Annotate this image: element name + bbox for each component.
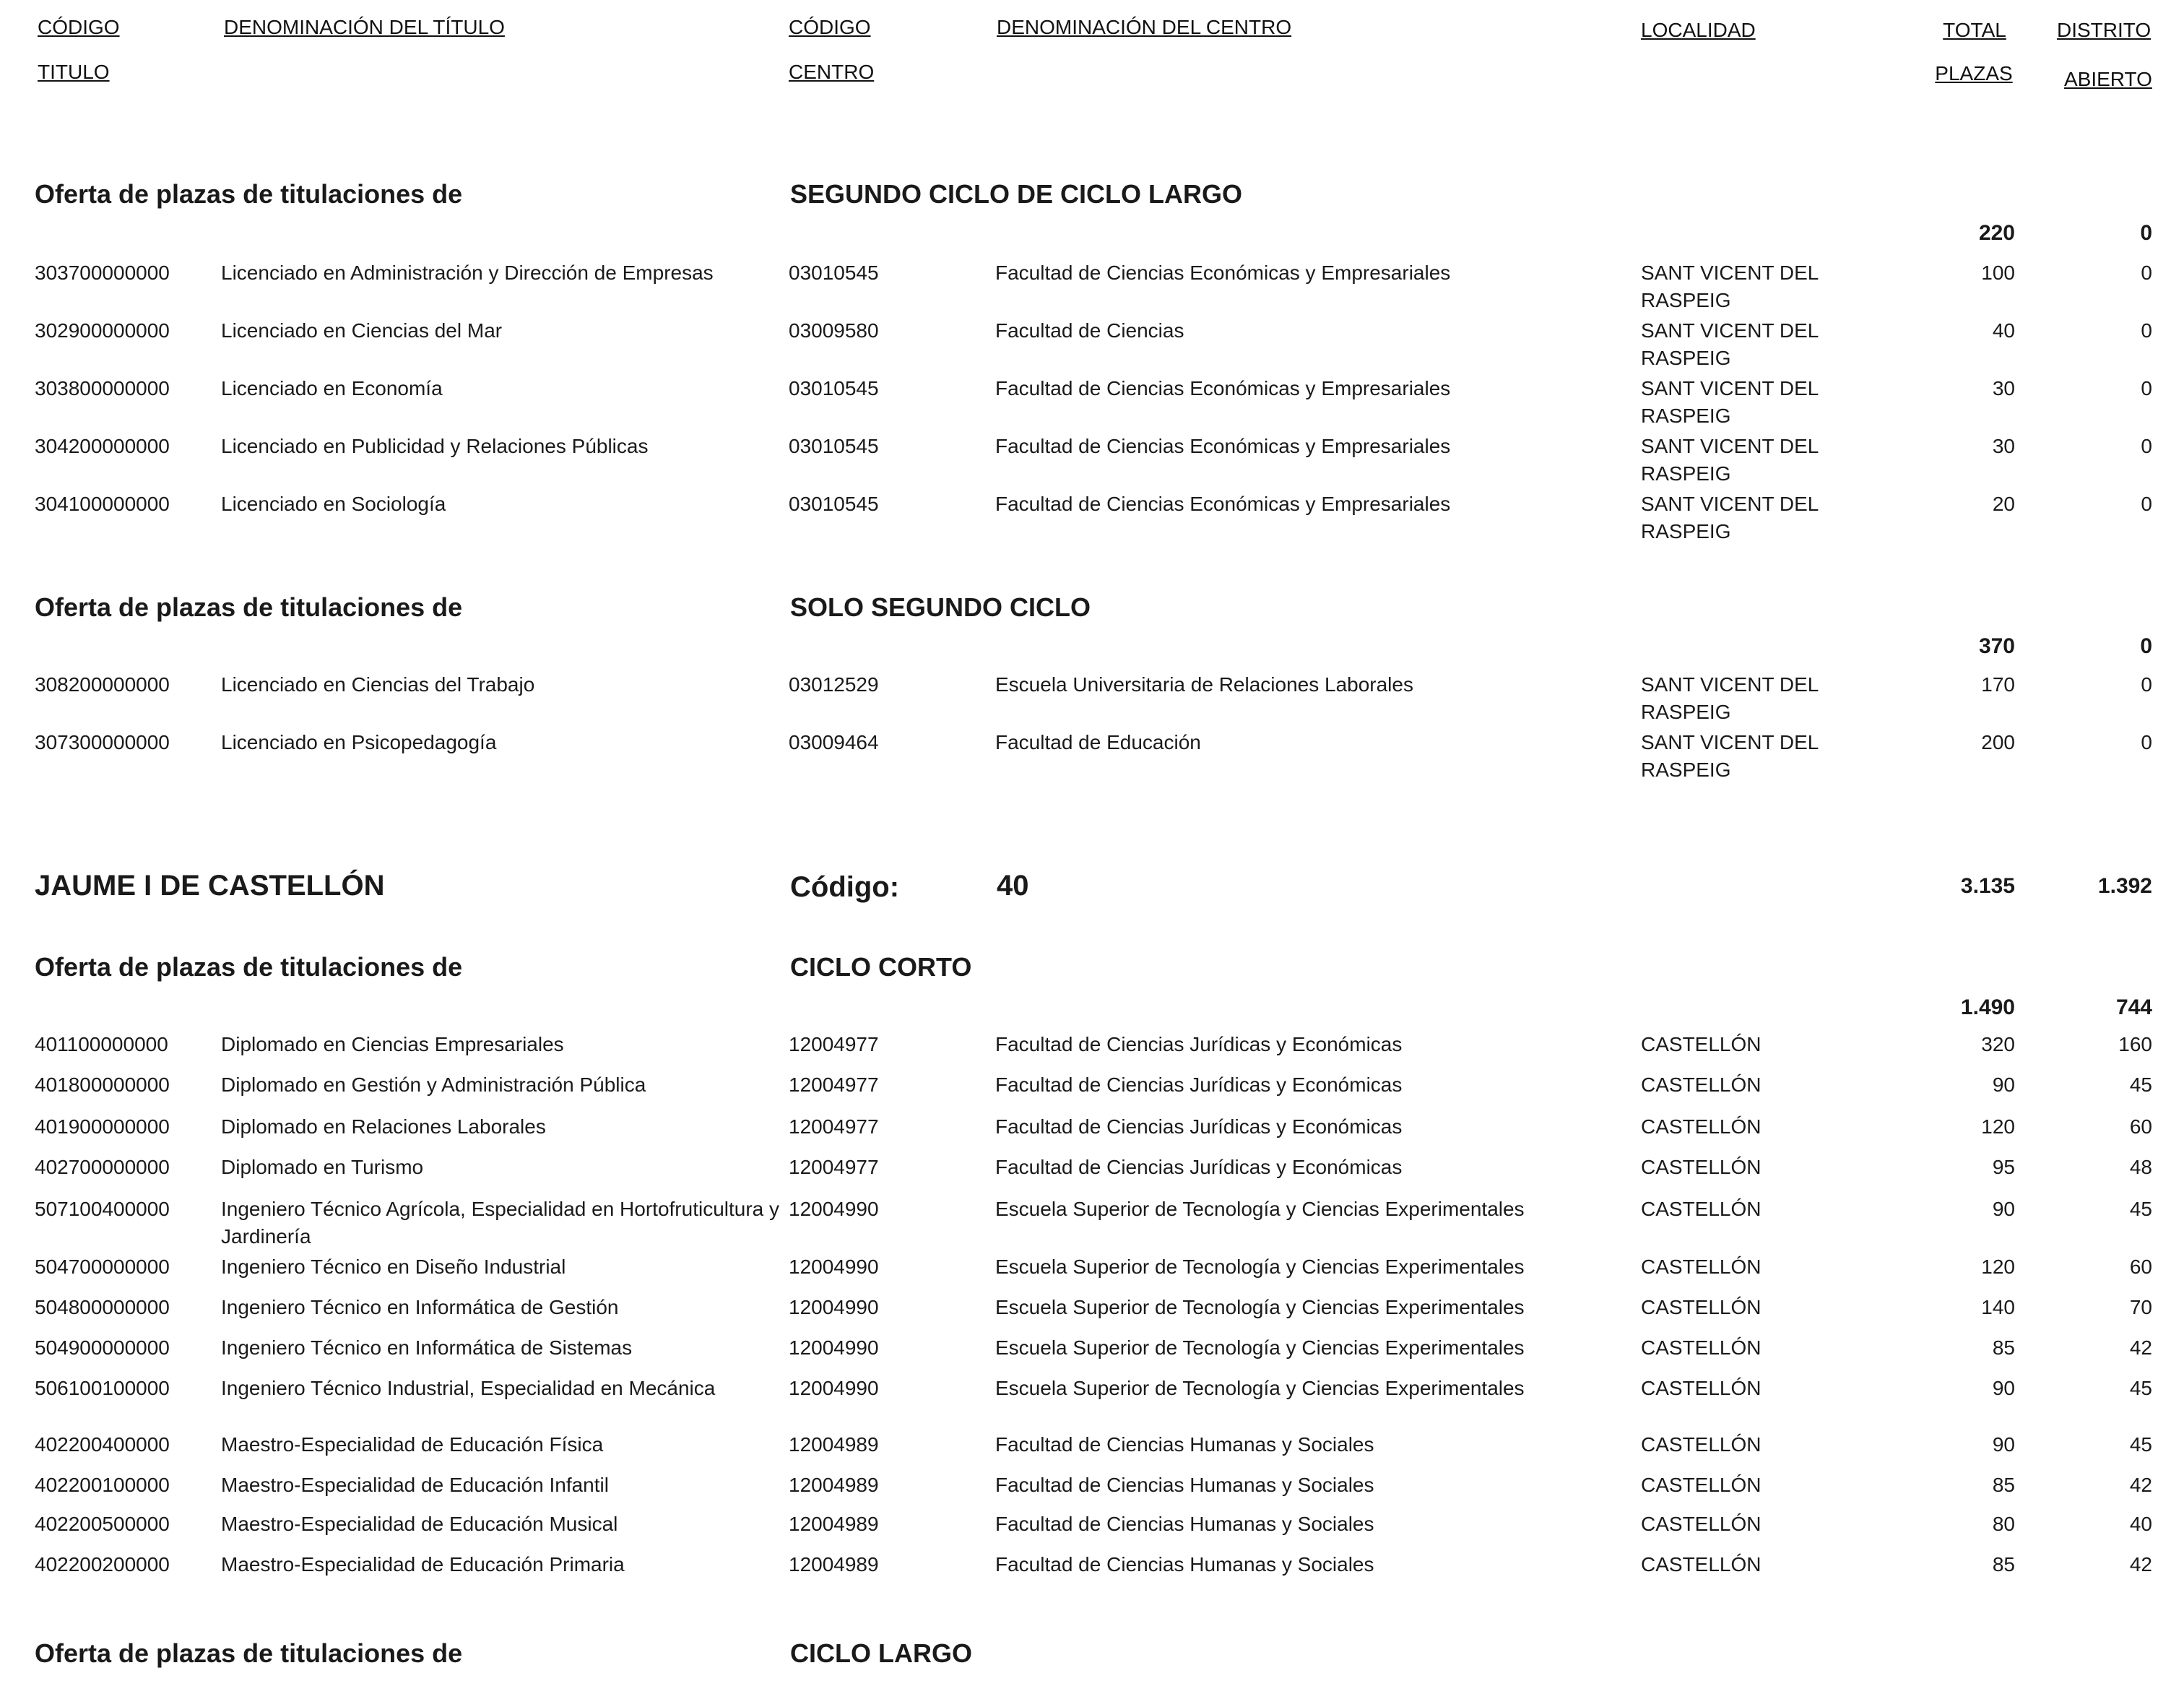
title-code: 401800000000 [35, 1073, 170, 1096]
locality-cont: RASPEIG [1641, 520, 1731, 543]
section-label: Oferta de plazas de titulaciones de [35, 592, 463, 622]
university-code: 40 [997, 870, 1029, 902]
locality: CASTELLÓN [1641, 1115, 1762, 1138]
distrito-abierto: 0 [2141, 673, 2152, 696]
center-code: 12004977 [789, 1156, 879, 1178]
center-code: 03009580 [789, 319, 879, 342]
section-type: SEGUNDO CICLO DE CICLO LARGO [790, 179, 1243, 209]
section-label: Oferta de plazas de titulaciones de [35, 179, 463, 209]
locality: SANT VICENT DEL [1641, 319, 1819, 342]
center-code: 12004990 [789, 1296, 879, 1318]
center-name: Facultad de Ciencias Económicas y Empresariales [995, 493, 1451, 515]
section-total: 220 [1978, 221, 2015, 245]
title-code: 303800000000 [35, 377, 170, 399]
title-name: Licenciado en Ciencias del Mar [221, 319, 503, 342]
distrito-abierto: 45 [2129, 1073, 2152, 1096]
center-code: 03010545 [789, 377, 879, 399]
center-code: 03012529 [789, 673, 879, 696]
locality: CASTELLÓN [1641, 1336, 1762, 1359]
center-code: 03010545 [789, 493, 879, 515]
title-name: Ingeniero Técnico Industrial, Especialidad en Mecánica [221, 1377, 716, 1399]
title-code: 504800000000 [35, 1296, 170, 1318]
total-plazas: 30 [1992, 377, 2015, 399]
center-name: Facultad de Ciencias Jurídicas y Económicas [995, 1156, 1403, 1178]
section-type: CICLO LARGO [790, 1638, 972, 1668]
section-total: 1.490 [1960, 995, 2015, 1019]
distrito-abierto: 60 [2129, 1115, 2152, 1138]
locality-cont: RASPEIG [1641, 462, 1731, 485]
header-titulo: TITULO [38, 61, 110, 83]
distrito-abierto: 160 [2118, 1033, 2152, 1055]
title-name: Ingeniero Técnico en Diseño Industrial [221, 1256, 566, 1278]
section-distrito-total: 744 [2115, 995, 2152, 1019]
distrito-abierto: 60 [2129, 1256, 2152, 1278]
distrito-abierto: 0 [2141, 262, 2152, 284]
distrito-abierto: 0 [2141, 319, 2152, 342]
distrito-abierto: 42 [2129, 1474, 2152, 1496]
header-total: TOTAL [1943, 19, 2006, 41]
center-name: Facultad de Ciencias Económicas y Empresariales [995, 262, 1451, 284]
title-code: 402200500000 [35, 1513, 170, 1535]
distrito-abierto: 45 [2129, 1433, 2152, 1456]
title-name: Ingeniero Técnico en Informática de Sistemas [221, 1336, 633, 1359]
total-plazas: 20 [1992, 493, 2015, 515]
title-code: 402200100000 [35, 1474, 170, 1496]
university-total: 3.135 [1960, 874, 2015, 898]
locality: CASTELLÓN [1641, 1513, 1762, 1535]
center-name: Escuela Universitaria de Relaciones Laborales [995, 673, 1413, 696]
total-plazas: 85 [1992, 1336, 2015, 1359]
center-name: Facultad de Ciencias Económicas y Empresariales [995, 377, 1451, 399]
title-name: Diplomado en Ciencias Empresariales [221, 1033, 564, 1055]
title-code: 504700000000 [35, 1256, 170, 1278]
title-name: Licenciado en Ciencias del Trabajo [221, 673, 535, 696]
locality-cont: RASPEIG [1641, 347, 1731, 369]
center-code: 12004990 [789, 1256, 879, 1278]
section-distrito-total: 0 [2140, 634, 2152, 658]
locality-cont: RASPEIG [1641, 289, 1731, 311]
locality: CASTELLÓN [1641, 1198, 1762, 1220]
locality: SANT VICENT DEL [1641, 262, 1819, 284]
distrito-abierto: 45 [2129, 1377, 2152, 1399]
locality-cont: RASPEIG [1641, 759, 1731, 781]
university-distrito: 1.392 [2097, 874, 2152, 898]
total-plazas: 90 [1992, 1433, 2015, 1456]
locality: CASTELLÓN [1641, 1256, 1762, 1278]
title-name: Maestro-Especialidad de Educación Infantil [221, 1474, 609, 1496]
distrito-abierto: 48 [2129, 1156, 2152, 1178]
section-type: SOLO SEGUNDO CICLO [790, 592, 1091, 622]
title-name: Ingeniero Técnico Agrícola, Especialidad en Hortofruticultura y [221, 1198, 780, 1220]
locality-cont: RASPEIG [1641, 701, 1731, 723]
title-name: Licenciado en Administración y Dirección de Empresas [221, 262, 714, 284]
title-name: Licenciado en Economía [221, 377, 443, 399]
center-name: Escuela Superior de Tecnología y Ciencias Experimentales [995, 1336, 1525, 1359]
center-code: 12004990 [789, 1377, 879, 1399]
center-code: 12004977 [789, 1073, 879, 1096]
total-plazas: 200 [1981, 731, 2015, 753]
center-name: Escuela Superior de Tecnología y Ciencias Experimentales [995, 1256, 1525, 1278]
header-denominacion-titulo: DENOMINACIÓN DEL TÍTULO [224, 16, 505, 38]
title-name: Maestro-Especialidad de Educación Física [221, 1433, 604, 1456]
center-code: 03010545 [789, 262, 879, 284]
locality: CASTELLÓN [1641, 1296, 1762, 1318]
locality: CASTELLÓN [1641, 1433, 1762, 1456]
total-plazas: 90 [1992, 1073, 2015, 1096]
locality: SANT VICENT DEL [1641, 731, 1819, 753]
center-name: Facultad de Ciencias Jurídicas y Económicas [995, 1115, 1403, 1138]
title-code: 402200400000 [35, 1433, 170, 1456]
center-name: Escuela Superior de Tecnología y Ciencias Experimentales [995, 1377, 1525, 1399]
title-name-cont: Jardinería [221, 1225, 311, 1248]
center-code: 03009464 [789, 731, 879, 753]
center-name: Escuela Superior de Tecnología y Ciencias Experimentales [995, 1198, 1525, 1220]
distrito-abierto: 42 [2129, 1336, 2152, 1359]
center-name: Facultad de Ciencias Humanas y Sociales [995, 1513, 1374, 1535]
title-code: 506100100000 [35, 1377, 170, 1399]
distrito-abierto: 42 [2129, 1553, 2152, 1576]
center-name: Facultad de Ciencias [995, 319, 1184, 342]
center-code: 12004977 [789, 1033, 879, 1055]
total-plazas: 90 [1992, 1377, 2015, 1399]
header-centro: CENTRO [789, 61, 875, 83]
locality: CASTELLÓN [1641, 1073, 1762, 1096]
center-code: 03010545 [789, 435, 879, 457]
center-name: Facultad de Ciencias Humanas y Sociales [995, 1433, 1374, 1456]
section-label: Oferta de plazas de titulaciones de [35, 952, 463, 982]
header-plazas: PLAZAS [1935, 62, 2013, 85]
locality: SANT VICENT DEL [1641, 493, 1819, 515]
header-codigo: CÓDIGO [38, 16, 120, 38]
title-code: 304200000000 [35, 435, 170, 457]
total-plazas: 120 [1981, 1115, 2015, 1138]
title-code: 402700000000 [35, 1156, 170, 1178]
section-type: CICLO CORTO [790, 952, 972, 982]
title-code: 401900000000 [35, 1115, 170, 1138]
header-distrito: DISTRITO [2057, 19, 2152, 41]
title-code: 307300000000 [35, 731, 170, 753]
section-total: 370 [1978, 634, 2015, 658]
title-code: 304100000000 [35, 493, 170, 515]
title-code: 402200200000 [35, 1553, 170, 1576]
header-codigo-centro: CÓDIGO [789, 16, 871, 38]
title-name: Maestro-Especialidad de Educación Primaria [221, 1553, 625, 1576]
center-code: 12004977 [789, 1115, 879, 1138]
total-plazas: 120 [1981, 1256, 2015, 1278]
total-plazas: 95 [1992, 1156, 2015, 1178]
title-name: Licenciado en Psicopedagogía [221, 731, 497, 753]
title-code: 507100400000 [35, 1198, 170, 1220]
center-name: Escuela Superior de Tecnología y Ciencias Experimentales [995, 1296, 1525, 1318]
total-plazas: 170 [1981, 673, 2015, 696]
header-abierto: ABIERTO [2064, 68, 2152, 90]
university-code-label: Código: [790, 871, 900, 903]
distrito-abierto: 45 [2129, 1198, 2152, 1220]
total-plazas: 140 [1981, 1296, 2015, 1318]
locality-cont: RASPEIG [1641, 405, 1731, 427]
header-denominacion-centro: DENOMINACIÓN DEL CENTRO [997, 16, 1292, 38]
distrito-abierto: 0 [2141, 435, 2152, 457]
title-name: Licenciado en Publicidad y Relaciones Públicas [221, 435, 649, 457]
center-code: 12004989 [789, 1553, 879, 1576]
locality: SANT VICENT DEL [1641, 377, 1819, 399]
title-name: Licenciado en Sociología [221, 493, 446, 515]
title-code: 401100000000 [35, 1033, 168, 1055]
center-name: Facultad de Ciencias Jurídicas y Económicas [995, 1033, 1403, 1055]
total-plazas: 90 [1992, 1198, 2015, 1220]
total-plazas: 100 [1981, 262, 2015, 284]
section-distrito-total: 0 [2140, 221, 2152, 245]
university-name: JAUME I DE CASTELLÓN [35, 870, 385, 902]
center-name: Facultad de Ciencias Económicas y Empresariales [995, 435, 1451, 457]
center-name: Facultad de Ciencias Jurídicas y Económicas [995, 1073, 1403, 1096]
center-code: 12004990 [789, 1198, 879, 1220]
header-localidad: LOCALIDAD [1641, 19, 1756, 41]
title-name: Maestro-Especialidad de Educación Musical [221, 1513, 618, 1535]
title-code: 303700000000 [35, 262, 170, 284]
total-plazas: 80 [1992, 1513, 2015, 1535]
distrito-abierto: 0 [2141, 377, 2152, 399]
total-plazas: 30 [1992, 435, 2015, 457]
title-code: 308200000000 [35, 673, 170, 696]
center-code: 12004989 [789, 1474, 879, 1496]
total-plazas: 40 [1992, 319, 2015, 342]
locality: CASTELLÓN [1641, 1474, 1762, 1496]
total-plazas: 320 [1981, 1033, 2015, 1055]
distrito-abierto: 40 [2129, 1513, 2152, 1535]
center-code: 12004989 [789, 1513, 879, 1535]
locality: CASTELLÓN [1641, 1553, 1762, 1576]
distrito-abierto: 0 [2141, 731, 2152, 753]
center-name: Facultad de Ciencias Humanas y Sociales [995, 1553, 1374, 1576]
title-name: Diplomado en Turismo [221, 1156, 424, 1178]
title-code: 504900000000 [35, 1336, 170, 1359]
locality: SANT VICENT DEL [1641, 673, 1819, 696]
center-name: Facultad de Ciencias Humanas y Sociales [995, 1474, 1374, 1496]
title-name: Ingeniero Técnico en Informática de Gestión [221, 1296, 619, 1318]
locality: CASTELLÓN [1641, 1033, 1762, 1055]
distrito-abierto: 70 [2129, 1296, 2152, 1318]
locality: CASTELLÓN [1641, 1156, 1762, 1178]
center-code: 12004990 [789, 1336, 879, 1359]
locality: SANT VICENT DEL [1641, 435, 1819, 457]
title-name: Diplomado en Relaciones Laborales [221, 1115, 546, 1138]
title-name: Diplomado en Gestión y Administración Pública [221, 1073, 646, 1096]
total-plazas: 85 [1992, 1474, 2015, 1496]
total-plazas: 85 [1992, 1553, 2015, 1576]
locality: CASTELLÓN [1641, 1377, 1762, 1399]
distrito-abierto: 0 [2141, 493, 2152, 515]
center-code: 12004989 [789, 1433, 879, 1456]
title-code: 302900000000 [35, 319, 170, 342]
center-name: Facultad de Educación [995, 731, 1201, 753]
section-label: Oferta de plazas de titulaciones de [35, 1638, 463, 1668]
